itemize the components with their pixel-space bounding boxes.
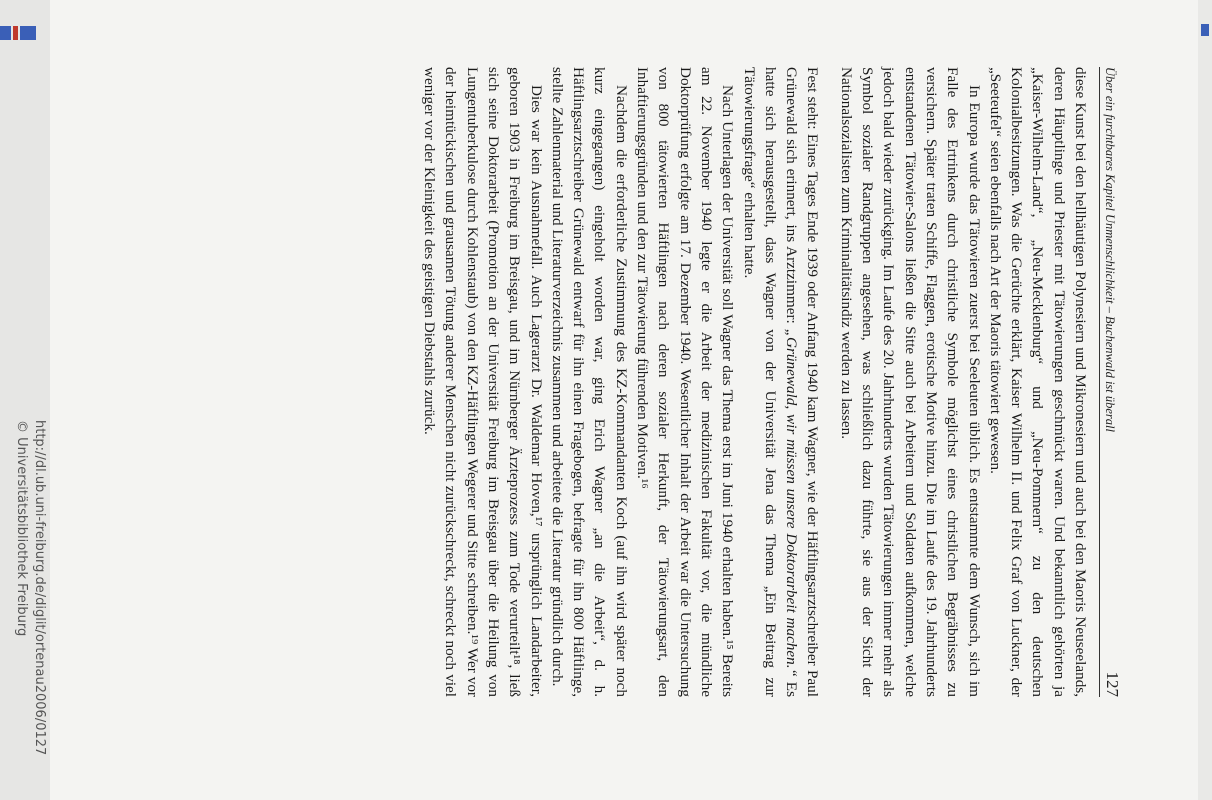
- paragraph-5: Nachdem die erforderliche Zustimmung des KZ-Kommandanten Koch (auf ihn wird später noch kurz eingegangen) eingeholt worden war, ging Erich Wagner „an die Arbeit“, d. h. Häftlingsarztschreiber Grünewald entwarf für ihn einen Fragebogen, befragte für ihn 800 Häftlinge, stellte Zahlenmaterial und Literaturverzeichnis zusammen und arbeitete die Literatur gründlich durch.: [548, 67, 630, 697]
- library-logo-icon: [0, 26, 36, 40]
- running-header: [1099, 67, 1122, 697]
- library-logo-fragment-icon: [1201, 24, 1209, 36]
- paragraph-4: Nach Unterlagen der Universität soll Wagner das Thema erst im Juni 1940 erhalten haben.¹⁵ Bereits am 22. November 1940 legte er die Arbeit der medizinischen Fakultät vor, die mündliche Doktorprüfung erfolgte am 17. Dezember 1940. Wesentlicher Inhalt der Arbeit war die Untersuchung von 800 tätowierten Häftlingen nach deren sozialer Herkunft, der Tätowierungsart, den Inhaftierungsgründen und den zur Tätowierung führenden Motiven.¹⁶: [634, 67, 737, 697]
- paragraph-3-text-end: Es hatte sich herausgestellt, dass Wagner von der Universität Jena das Thema „Ein Beitrag zur Tätowierungsfrage“ erhalten hatte.: [740, 67, 801, 697]
- book-page: [122, 67, 1122, 697]
- watermark-url[interactable]: http://dl.ub.uni-freiburg.de/diglit/ortenau2006/0127: [32, 420, 47, 756]
- paragraph-6: Dies war kein Ausnahmefall. Auch Lagerarzt Dr. Waldemar Hoven,¹⁷ ursprünglich Landarbeiter, geboren 1903 in Freiburg im Breisgau, und im Nürnberger Ärzteprozess zum Tode verurteilt¹⁸, ließ sich seine Doktorarbeit (Promotion an der Universität Freiburg im Breisgau über die Heilung von Lungentuberkulose durch Kohlenstaub) von den KZ-Häftlingen Wegerer und Sitte schreiben.¹⁹ Wer vor der heimtückischen und grausamen Tötung anderer Menschen nicht zurückschreckt, schreckt noch viel weniger vor der Kleinigkeit des geistigen Diebstahls zurück.: [421, 67, 545, 697]
- watermark: [8, 420, 48, 800]
- paragraph-1: diese Kunst bei den hellhäutigen Polynesiern und Mikronesiern und auch bei den Maoris Neuseelands, deren Häuptlinge und Priester mit Tätowierungen geschmückt waren. Und bekanntlich gehörten ja „Kaiser-Wilhelm-Land“, „Neu-Mecklenburg“ und „Neu-Pommern“ zu den deutschen Kolonialbesitzungen. Was die Gerüchte erklärt, Kaiser Wilhelm II. und Felix Graf von Luckner, der „Seeteufel“ seien ebenfalls nach Art der Maoris tätowiert gewesen.: [986, 67, 1089, 697]
- paragraph-3: [738, 67, 823, 697]
- page-number: 127: [1103, 671, 1122, 697]
- scan-right-margin: [1198, 0, 1212, 800]
- running-title: Über ein furchtbares Kapitel Unmenschlichkeit – Buchenwald ist überall: [1103, 67, 1117, 432]
- watermark-copyright: © Universitätsbibliothek Freiburg: [14, 420, 29, 637]
- paragraph-3-text: Fest steht: Eines Tages Ende 1939 oder Anfang 1940 kam Wagner, wie der Häftlingsarztschreiber Paul Grünewald sich erinnert, ins Arztzimmer:: [783, 67, 822, 697]
- paragraph-3-quote: „Grünewald, wir müssen unsere Doktorarbeit machen.“: [783, 328, 801, 677]
- paragraph-2: In Europa wurde das Tätowieren zuerst bei Seeleuten üblich. Es entstammte dem Wunsch, sich im Falle des Ertrinkens durch christliche Symbole möglichst eines christlichen Begräbnisses zu versichern. Später traten Schiffe, Flaggen, erotische Motive hinzu. Die im Laufe des 19. Jahrhunderts entstandenen Tätowier-Salons ließen die Sitte auch bei Arbeitern und Soldaten aufkommen, welche jedoch bald wieder zurückging. Im Laufe des 20. Jahrhunderts wurden Tätowierungen immer mehr als Symbol sozialer Randgruppen angesehen, was schließlich dazu führte, sie aus der Sicht der Nationalsozialisten zum Kriminalitätsindiz werden zu lassen.: [837, 67, 983, 697]
